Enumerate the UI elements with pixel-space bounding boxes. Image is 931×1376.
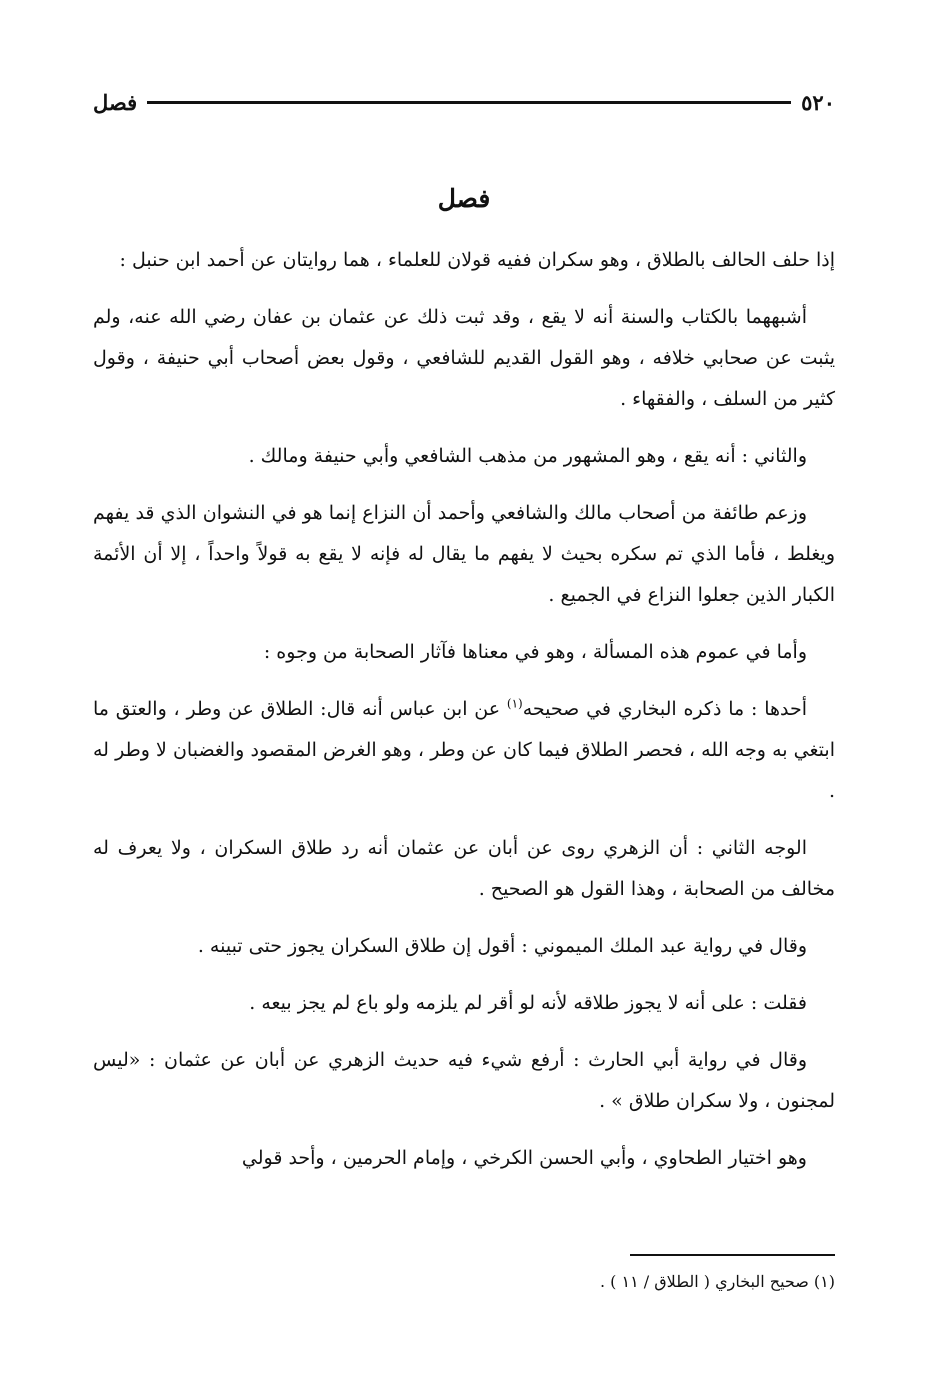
paragraph-8: وقال في رواية عبد الملك الميموني : أقول إن طلاق السكران يجوز حتى تبينه .	[197, 935, 807, 957]
paragraph-6	[93, 689, 835, 812]
paragraph-11: وهو اختيار الطحاوي ، وأبي الحسن الكرخي ، وإمام الحرمين ، وأحد قولي	[241, 1147, 807, 1169]
page-header	[93, 86, 835, 118]
paragraph-5: وأما في عموم هذه المسألة ، وهو في معناها فآثار الصحابة من وجوه :	[263, 641, 807, 663]
paragraph-1: إذا حلف الحالف بالطلاق ، وهو سكران ففيه قولان للعلماء ، هما روايتان عن أحمد ابن حنبل :	[119, 249, 835, 271]
chapter-title: فصل	[437, 184, 491, 213]
footnote-marker[interactable]: (١)	[506, 696, 523, 711]
page-number: ٥٢٠	[801, 89, 835, 115]
paragraph-9: فقلت : على أنه لا يجوز طلاقه لأنه لو أقر لم يلزمه ولو باع لم يجز بيعه .	[249, 992, 807, 1014]
paragraph-3: والثاني : أنه يقع ، وهو المشهور من مذهب الشافعي وأبي حنيفة ومالك .	[248, 445, 807, 467]
paragraph-6-end: عن ابن عباس أنه قال: الطلاق عن وطر ، والعتق ما ابتغي به وجه الله ، فحصر الطلاق فيما كان عن وطر ، وهو الغرض المقصود والغضبان لا وطر له .	[93, 698, 835, 802]
footnote-divider	[630, 1254, 835, 1256]
paragraph-10: وقال في رواية أبي الحارث : أرفع شيء فيه حديث الزهري عن أبان عن عثمان : «ليس لمجنون ، ولا سكران طلاق » .	[93, 1049, 835, 1112]
body-text	[93, 240, 835, 1195]
paragraph-6-start: أحدها : ما ذكره البخاري في صحيحه	[522, 698, 807, 720]
footnote: (١) صحيح البخاري ( الطلاق / ١١ ) .	[600, 1272, 835, 1291]
paragraph-2: أشبههما بالكتاب والسنة أنه لا يقع ، وقد ثبت ذلك عن عثمان بن عفان رضي الله عنه، ولم يثبت عن صحابي خلافه ، وهو القول القديم للشافعي ، وقول بعض أصحاب أبي حنيفة ، وقول كثير من السلف ، والفقهاء .	[93, 306, 835, 410]
header-rule	[147, 101, 791, 104]
running-title: فصل	[93, 89, 138, 115]
paragraph-4: وزعم طائفة من أصحاب مالك والشافعي وأحمد أن النزاع إنما هو في النشوان الذي قد يفهم ويغلط ، فأما الذي تم سكره بحيث لا يفهم ما يقال له فإنه لا يقع به قولاً واحداً ، إلا أن الأئمة الكبار الذين جعلوا النزاع في الجميع .	[93, 502, 835, 606]
paragraph-7: الوجه الثاني : أن الزهري روى عن أبان عن عثمان أنه رد طلاق السكران ، ولا يعرف له مخالف من الصحابة ، وهذا القول هو الصحيح .	[93, 837, 835, 900]
